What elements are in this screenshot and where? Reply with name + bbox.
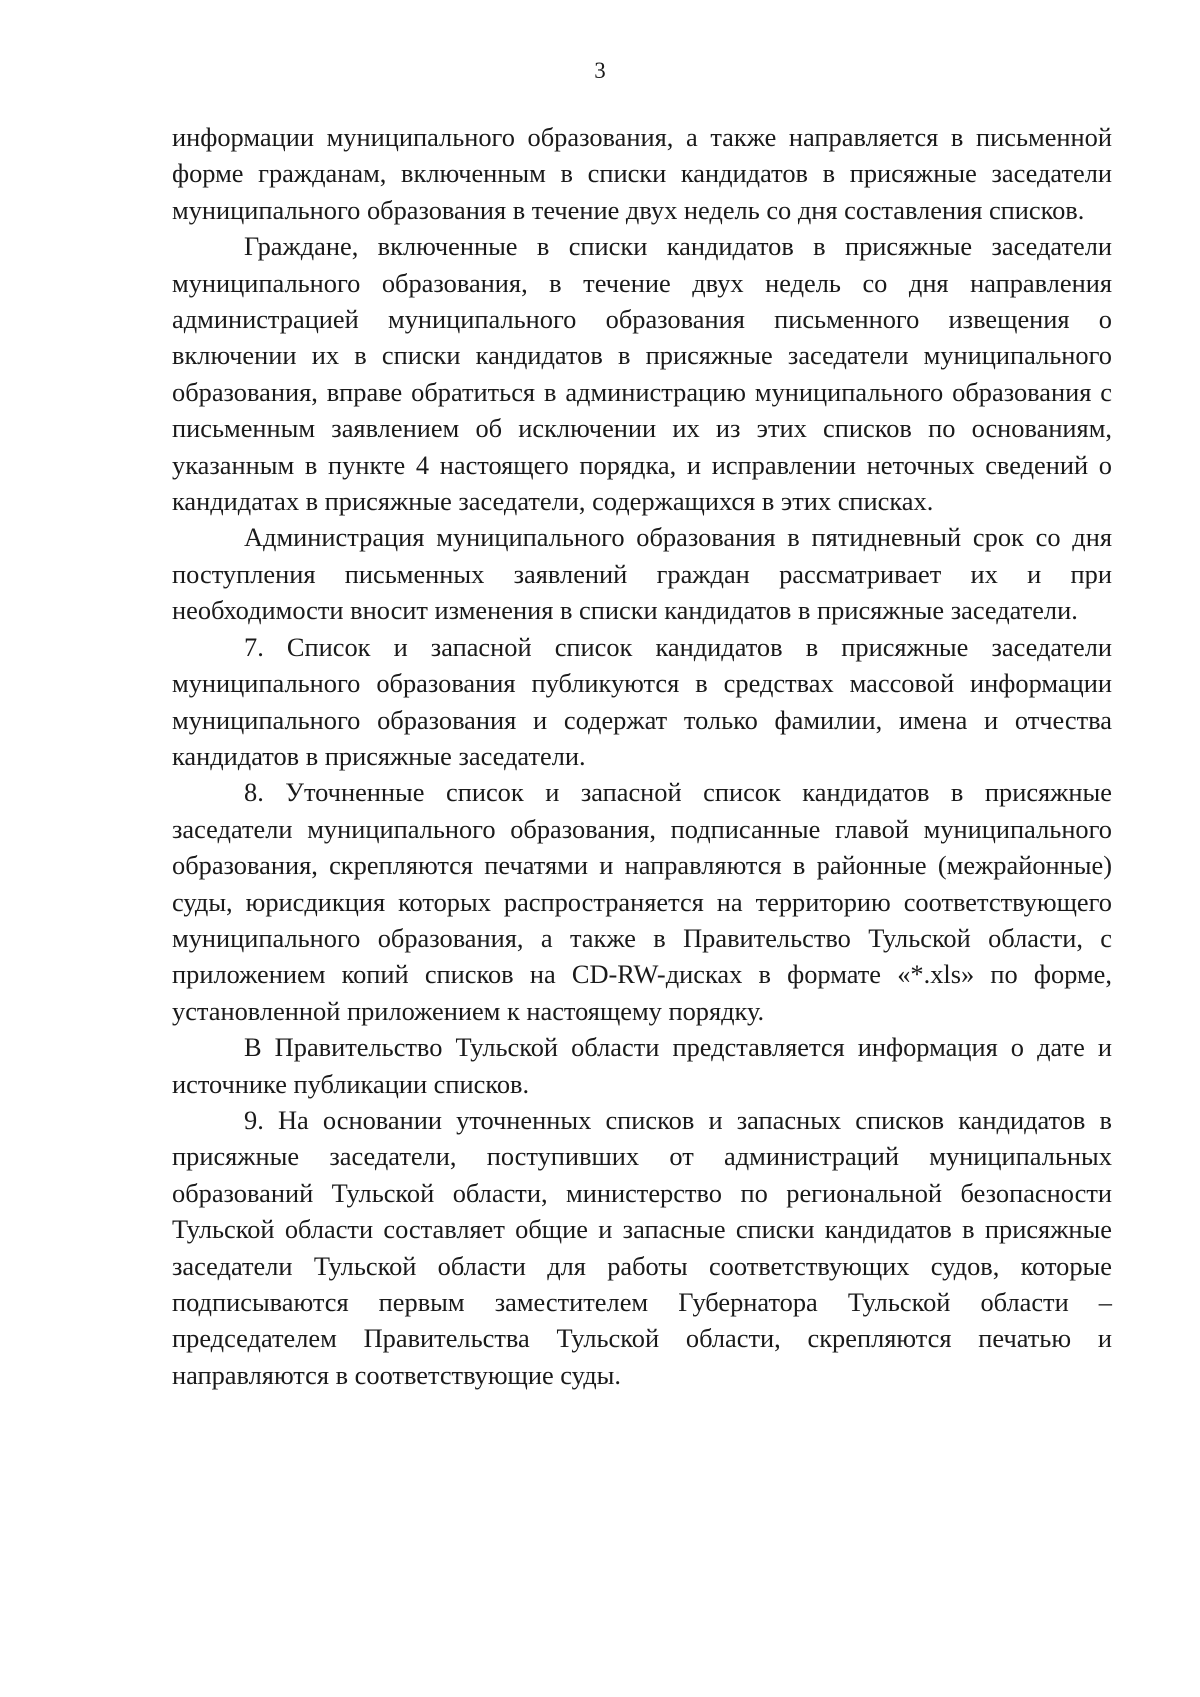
document-body [172,119,1112,1393]
paragraph-administration-review: Администрация муниципального образования в пятидневный срок со дня поступления письменных заявлений граждан рассматривает их и при необходимости вносит изменения в списки кандидатов в присяжные заседатели. [172,522,1112,626]
paragraph-item-7: 7. Список и запасной список кандидатов в присяжные заседатели муниципального образования публикуются в средствах массовой информации муниципального образования и содержат только фамилии, имена и отчества кандидатов в присяжные заседатели. [172,631,1112,771]
paragraph-citizens-objection: Граждане, включенные в списки кандидатов в присяжные заседатели муниципального образования, в течение двух недель со дня направления администрацией муниципального образования письменного извещения о включении их в списки кандидатов в присяжные заседатели муниципального образования, вправе обратиться в администрацию муниципального образования с письменным заявлением об исключении их из этих списков по основаниям, указанным в пункте 4 настоящего порядка, и исправлении неточных сведений о кандидатах в присяжные заседатели, содержащихся в этих списках. [172,231,1112,517]
paragraph-continuation: информации муниципального образования, а также направляется в письменной форме гражданам, включенным в списки кандидатов в присяжные заседатели муниципального образования в течение двух недель со дня составления списков. [172,122,1112,225]
paragraph-item-8: 8. Уточненные список и запасной список кандидатов в присяжные заседатели муниципального образования, подписанные главой муниципального образования, скрепляются печатями и направляются в районные (межрайонные) суды, юрисдикция которых распространяется на территорию соответствующего муниципального образования, а также в Правительство Тульской области, с приложением копий списков на CD-RW-дисках в формате «*.xls» по форме, установленной приложением к настоящему порядку. [172,777,1112,1026]
paragraph-publication-info: В Правительство Тульской области представляется информация о дате и источнике публикации списков. [172,1032,1112,1099]
paragraph-item-9: 9. На основании уточненных списков и запасных списков кандидатов в присяжные заседатели, поступивших от администраций муниципальных образований Тульской области, министерство по региональной безопасности Тульской области составляет общие и запасные списки кандидатов в присяжные заседатели Тульской области для работы соответствующих судов, которые подписываются первым заместителем Губернатора Тульской области – председателем Правительства Тульской области, скрепляются печатью и направляются в соответствующие суды. [172,1104,1112,1390]
page-number: 3 [594,58,606,83]
